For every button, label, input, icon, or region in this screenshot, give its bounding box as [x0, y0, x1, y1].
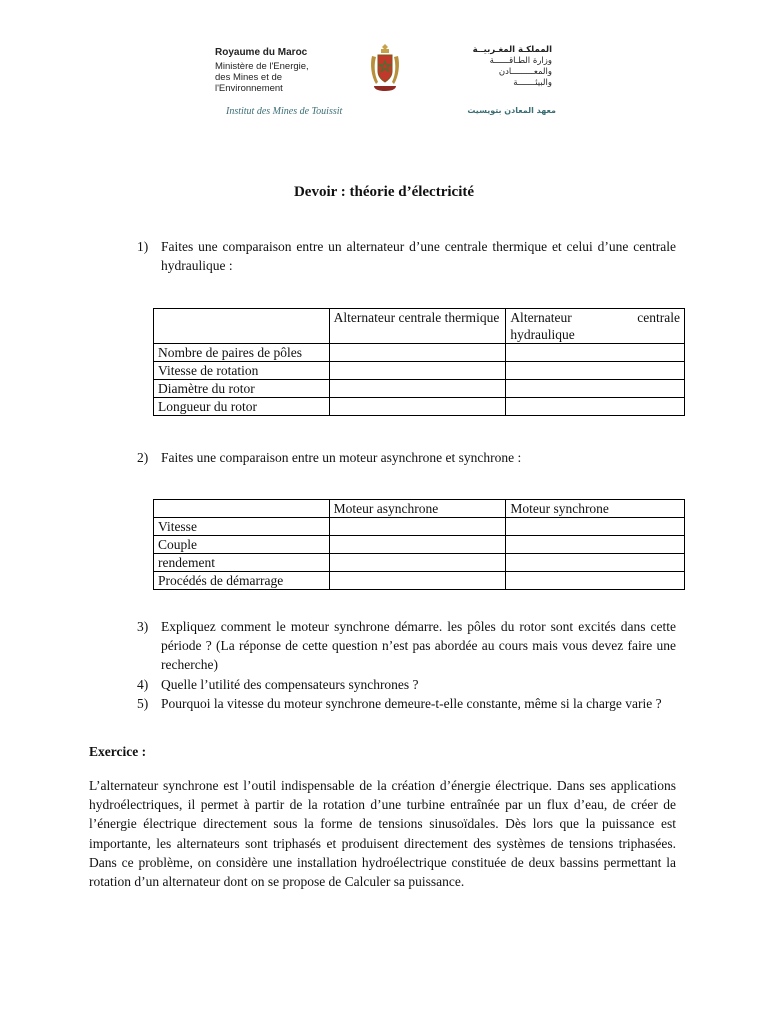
- table-cell: [506, 518, 685, 536]
- table-row: [154, 572, 685, 590]
- question-number: 2): [137, 450, 149, 465]
- header-french-block: [215, 47, 309, 94]
- table-header-row: [154, 309, 685, 344]
- table-row: [154, 518, 685, 536]
- coat-of-arms-logo: [368, 42, 402, 94]
- table-row: [154, 344, 685, 362]
- arabic-kingdom: المملكـة المغـربيــة: [472, 45, 552, 55]
- table-cell: [329, 380, 506, 398]
- table-row: [154, 380, 685, 398]
- arabic-institute-name: معهد المعادن بتويسيت: [467, 106, 556, 115]
- table-header-cell: Alternateur centrale hydraulique: [506, 309, 685, 344]
- table-cell: [506, 398, 685, 416]
- header-arabic-block: [470, 45, 552, 89]
- table-row-label: Diamètre du rotor: [154, 380, 330, 398]
- table-header-cell: [154, 309, 330, 344]
- table-cell: [506, 362, 685, 380]
- table-row: [154, 554, 685, 572]
- table-cell: [329, 536, 506, 554]
- question-number: 4): [137, 677, 149, 692]
- question-text: Pourquoi la vitesse du moteur synchrone demeure-t-elle constante, même si la charge varie ?: [161, 696, 662, 711]
- table-row-label: rendement: [154, 554, 330, 572]
- ministry-line: l'Environnement: [215, 83, 283, 94]
- question-number: 3): [137, 619, 149, 634]
- question-3: [137, 617, 676, 674]
- table-cell: [329, 518, 506, 536]
- table-row-label: Nombre de paires de pôles: [154, 344, 330, 362]
- question-number: 5): [137, 696, 149, 711]
- table-header-row: [154, 500, 685, 518]
- table-cell: [329, 344, 506, 362]
- arabic-ministry-line: وزارة الطـاقــــــة: [489, 56, 552, 66]
- table-header-cell: [154, 500, 330, 518]
- question-text: Expliquez comment le moteur synchrone démarre. les pôles du rotor sont excités dans cette période ? (La réponse de cette question n’est pas abordée au cours mais vous devez faire une recherche): [161, 619, 676, 672]
- table-row: [154, 398, 685, 416]
- table-row-label: Procédés de démarrage: [154, 572, 330, 590]
- table-row: [154, 536, 685, 554]
- table-cell: [506, 536, 685, 554]
- arabic-ministry-line: والبيئـــــــة: [513, 78, 552, 88]
- question-2: [137, 448, 676, 467]
- comparison-table-moteurs: [153, 499, 685, 590]
- table-cell: [506, 572, 685, 590]
- table-cell: [329, 572, 506, 590]
- table-header-cell: Moteur asynchrone: [329, 500, 506, 518]
- exercice-heading: Exercice :: [89, 744, 147, 759]
- table-header-cell: Moteur synchrone: [506, 500, 685, 518]
- table-cell: [329, 398, 506, 416]
- arabic-ministry-line: والمعـــــــــادن: [498, 67, 552, 77]
- page-title: Devoir : théorie d’électricité: [293, 184, 475, 200]
- table-cell: [506, 380, 685, 398]
- table-row: [154, 362, 685, 380]
- table-row-label: Couple: [154, 536, 330, 554]
- question-text: Faites une comparaison entre un moteur asynchrone et synchrone :: [161, 450, 522, 465]
- table-cell: [329, 554, 506, 572]
- kingdom-label: Royaume du Maroc: [215, 47, 308, 58]
- table-header-cell: Alternateur centrale thermique: [329, 309, 506, 344]
- question-number: 1): [137, 239, 149, 254]
- table-row-label: Longueur du rotor: [154, 398, 330, 416]
- question-text: Quelle l’utilité des compensateurs synchrones ?: [161, 677, 419, 692]
- exercice-paragraph: L’alternateur synchrone est l’outil indispensable de la création d’énergie électrique. Dans ses applications hydroélectriques, il permet à partir de la rotation d’une turbine entraînée par un flux d’eau, de créer de l’énergie électrique directement sous la forme de tensions sinusoïdales. Dès lors que la puissance est importante, les alternateurs sont triphasés et produisent directement des systèmes de tensions triphasées. Dans ce problème, on considère une installation hydroélectrique constituée de deux bassins permettant la rotation d’un alternateur dont on se propose de Calculer sa puissance.: [89, 778, 676, 890]
- comparison-table-alternateurs: [153, 308, 685, 416]
- table-cell: [506, 554, 685, 572]
- question-text: Faites une comparaison entre un alternateur d’une centrale thermique et celui d’une centrale hydraulique :: [161, 239, 676, 273]
- question-1: [137, 237, 676, 275]
- table-row-label: Vitesse de rotation: [154, 362, 330, 380]
- table-row-label: Vitesse: [154, 518, 330, 536]
- table-cell: [329, 362, 506, 380]
- question-5: [137, 694, 676, 713]
- ministry-line: Ministère de l'Energie,: [215, 61, 309, 72]
- question-4: [137, 675, 676, 694]
- ministry-line: des Mines et de: [215, 72, 283, 83]
- institute-name: Institut des Mines de Touissit: [226, 106, 343, 117]
- table-cell: [506, 344, 685, 362]
